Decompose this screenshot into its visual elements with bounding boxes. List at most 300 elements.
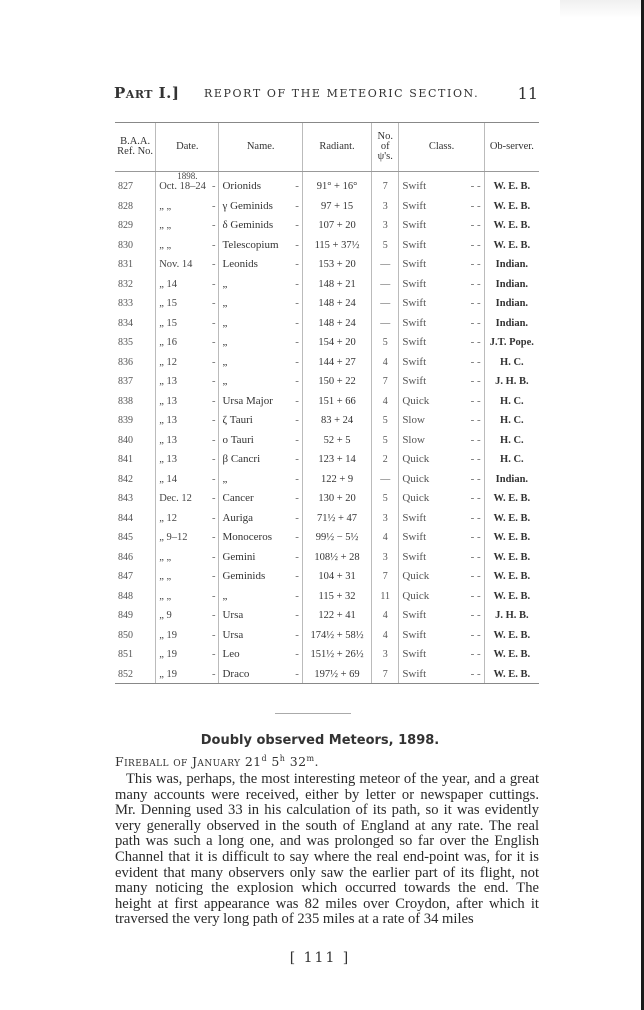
name-cell-text: „ bbox=[222, 355, 228, 368]
date-cell-text: „ 15 bbox=[159, 298, 177, 309]
leader-dash: - - bbox=[470, 277, 481, 290]
ref-cell bbox=[115, 348, 156, 368]
count-cell-text: 7 bbox=[382, 668, 388, 680]
radiant-cell bbox=[302, 543, 371, 563]
ref-cell bbox=[115, 192, 156, 212]
observer-cell bbox=[484, 172, 539, 193]
leader-dash: - bbox=[211, 200, 216, 212]
name-cell-text: Geminids bbox=[222, 570, 266, 582]
ref-cell-text: 842 bbox=[118, 473, 133, 485]
leader-dash: - bbox=[211, 668, 216, 680]
observer-cell-text: Indian. bbox=[495, 317, 529, 329]
leader-dash: - - bbox=[470, 199, 481, 212]
observer-cell bbox=[484, 602, 539, 622]
count-cell bbox=[372, 641, 399, 661]
leader-dash: - bbox=[295, 648, 299, 660]
leader-dash: - bbox=[211, 571, 216, 582]
leader-dash: - bbox=[295, 297, 299, 309]
class-cell-text: Slow bbox=[402, 414, 425, 426]
name-cell bbox=[219, 660, 302, 683]
observer-cell-text: J. H. B. bbox=[495, 610, 529, 621]
class-cell-text: Swift bbox=[402, 219, 427, 231]
count-cell-text: 3 bbox=[382, 220, 388, 231]
observer-cell-text: H. C. bbox=[500, 454, 524, 465]
name-cell bbox=[219, 563, 302, 583]
observer-cell-text: Indian. bbox=[495, 259, 529, 270]
name-cell-text: Orionids bbox=[222, 180, 261, 192]
ref-cell-text: 843 bbox=[118, 493, 133, 504]
table-row bbox=[115, 348, 539, 368]
observer-cell bbox=[484, 504, 539, 524]
class-cell-text: Swift bbox=[402, 258, 427, 270]
table-row bbox=[115, 407, 539, 427]
radiant-cell-text: 83 + 24 bbox=[320, 415, 354, 426]
class-cell bbox=[399, 270, 484, 290]
count-cell bbox=[372, 524, 399, 544]
radiant-cell bbox=[302, 329, 371, 349]
date-cell-text: „ 14 bbox=[159, 278, 177, 290]
count-cell-text: 4 bbox=[382, 629, 388, 641]
radiant-cell bbox=[302, 368, 371, 388]
name-cell-text: Leonids bbox=[222, 258, 258, 270]
part-label: Part I.] bbox=[114, 84, 180, 102]
date-cell-text: „ 13 bbox=[159, 454, 177, 465]
ref-cell-text: 836 bbox=[118, 356, 133, 368]
date-cell bbox=[156, 270, 219, 290]
radiant-cell-text: 104 + 31 bbox=[318, 571, 356, 582]
date-cell bbox=[156, 602, 219, 622]
name-cell-text: ζ Tauri bbox=[222, 414, 253, 426]
date-cell bbox=[156, 348, 219, 368]
leader-dash: - - bbox=[470, 609, 481, 621]
ref-cell bbox=[115, 504, 156, 524]
count-cell-text: 3 bbox=[382, 649, 388, 660]
observer-cell bbox=[484, 641, 539, 661]
ref-cell bbox=[115, 329, 156, 349]
name-cell-text: Draco bbox=[222, 667, 250, 680]
count-cell bbox=[372, 582, 399, 602]
leader-dash: - bbox=[211, 298, 216, 309]
page-scuff bbox=[560, 0, 644, 18]
table-row bbox=[115, 368, 539, 388]
name-cell bbox=[219, 231, 302, 251]
ref-cell bbox=[115, 563, 156, 583]
leader-dash: - bbox=[211, 512, 216, 524]
date-cell-text: „ 13 bbox=[159, 395, 177, 407]
observer-cell-text: W. E. B. bbox=[493, 629, 531, 641]
observer-cell bbox=[484, 660, 539, 683]
hour: 5 bbox=[267, 754, 280, 770]
leader-dash: - - bbox=[470, 531, 481, 543]
leader-dash: - bbox=[295, 492, 299, 504]
name-cell-text: δ Geminids bbox=[222, 219, 274, 231]
leader-dash: - - bbox=[470, 414, 481, 426]
header-ref: B.A.A. Ref. No. bbox=[115, 123, 156, 172]
class-cell-text: Swift bbox=[402, 238, 427, 251]
table-row bbox=[115, 543, 539, 563]
count-cell-text: 3 bbox=[382, 551, 388, 563]
leader-dash: - bbox=[295, 277, 299, 290]
fireball-suffix: . bbox=[314, 754, 319, 770]
running-head bbox=[114, 84, 540, 104]
date-cell bbox=[156, 172, 219, 193]
class-cell-text: Quick bbox=[402, 492, 430, 504]
count-cell-text: 4 bbox=[382, 610, 388, 621]
observer-cell bbox=[484, 270, 539, 290]
radiant-cell-text: 115 + 37½ bbox=[314, 239, 360, 251]
class-cell bbox=[399, 290, 484, 310]
ref-cell bbox=[115, 368, 156, 388]
date-cell bbox=[156, 407, 219, 427]
header-date: Date. bbox=[156, 123, 219, 172]
count-cell bbox=[372, 407, 399, 427]
ref-cell bbox=[115, 446, 156, 466]
table-row bbox=[115, 426, 539, 446]
name-cell bbox=[219, 212, 302, 232]
date-cell-text: „ 9–12 bbox=[159, 532, 188, 543]
radiant-cell bbox=[302, 563, 371, 583]
table-row bbox=[115, 524, 539, 544]
ref-cell-text: 851 bbox=[118, 649, 133, 660]
radiant-cell-text: 122 + 9 bbox=[320, 473, 354, 485]
count-cell bbox=[372, 446, 399, 466]
leader-dash: - - bbox=[470, 297, 481, 309]
radiant-cell bbox=[302, 290, 371, 310]
leader-dash: - - bbox=[470, 511, 481, 524]
name-cell-text: „ bbox=[222, 375, 228, 387]
radiant-cell-text: 151 + 66 bbox=[318, 395, 356, 407]
observer-cell-text: W. E. B. bbox=[493, 493, 531, 504]
class-cell-text: Swift bbox=[402, 609, 427, 621]
leader-dash: - bbox=[211, 415, 216, 426]
date-cell-text: „ „ bbox=[159, 200, 172, 212]
leader-dash: - bbox=[295, 511, 299, 524]
leader-dash: - bbox=[295, 628, 299, 641]
class-cell-text: Swift bbox=[402, 199, 427, 212]
table-row bbox=[115, 309, 539, 329]
ref-cell bbox=[115, 621, 156, 641]
date-cell bbox=[156, 582, 219, 602]
table-row bbox=[115, 641, 539, 661]
leader-dash: - bbox=[211, 473, 216, 485]
name-cell bbox=[219, 407, 302, 427]
name-cell-text: „ bbox=[222, 316, 228, 329]
ref-cell bbox=[115, 270, 156, 290]
radiant-cell-text: 154 + 20 bbox=[318, 337, 356, 348]
fireball-prefix: Fireball of January 21 bbox=[115, 754, 262, 770]
fireball-subheading bbox=[115, 754, 319, 769]
folio: [ 111 ] bbox=[289, 950, 351, 966]
date-cell-text: „ 13 bbox=[159, 434, 177, 446]
header-class: Class. bbox=[399, 123, 484, 172]
name-cell bbox=[219, 465, 302, 485]
count-cell-text: 5 bbox=[382, 239, 388, 251]
leader-dash: - bbox=[211, 181, 216, 192]
ref-cell bbox=[115, 524, 156, 544]
class-cell bbox=[399, 348, 484, 368]
count-cell-text: 3 bbox=[382, 200, 388, 212]
count-cell-text: — bbox=[380, 259, 391, 270]
class-cell bbox=[399, 465, 484, 485]
name-cell bbox=[219, 172, 302, 193]
count-cell-text: 11 bbox=[380, 590, 391, 602]
leader-dash: - bbox=[211, 317, 216, 329]
count-cell-text: — bbox=[380, 317, 391, 329]
name-cell bbox=[219, 426, 302, 446]
radiant-cell-text: 52 + 5 bbox=[323, 434, 351, 446]
table-row bbox=[115, 485, 539, 505]
table-row bbox=[115, 270, 539, 290]
date-cell bbox=[156, 290, 219, 310]
leader-dash: - - bbox=[470, 453, 481, 465]
class-cell bbox=[399, 251, 484, 271]
radiant-cell bbox=[302, 212, 371, 232]
header-count: No. of ψ's. bbox=[372, 123, 399, 172]
count-cell-text: — bbox=[380, 278, 391, 290]
radiant-cell-text: 148 + 24 bbox=[318, 317, 356, 329]
leader-dash: - - bbox=[470, 589, 481, 602]
leader-dash: - - bbox=[470, 238, 481, 251]
date-cell-text: „ 16 bbox=[159, 337, 177, 348]
name-cell bbox=[219, 368, 302, 388]
radiant-cell-text: 148 + 24 bbox=[318, 298, 356, 309]
radiant-cell-text: 115 + 32 bbox=[318, 590, 356, 602]
count-cell-text: 7 bbox=[382, 571, 388, 582]
class-cell bbox=[399, 524, 484, 544]
observer-cell bbox=[484, 348, 539, 368]
radiant-cell bbox=[302, 465, 371, 485]
observer-cell bbox=[484, 485, 539, 505]
count-cell bbox=[372, 270, 399, 290]
ref-cell-text: 848 bbox=[118, 590, 133, 602]
class-cell-text: Swift bbox=[402, 648, 427, 660]
radiant-cell bbox=[302, 192, 371, 212]
table-row bbox=[115, 329, 539, 349]
class-cell bbox=[399, 426, 484, 446]
radiant-cell-text: 174½ + 58½ bbox=[310, 629, 364, 641]
observer-cell bbox=[484, 621, 539, 641]
table-row bbox=[115, 290, 539, 310]
class-cell bbox=[399, 504, 484, 524]
leader-dash: - - bbox=[470, 258, 481, 270]
date-cell bbox=[156, 387, 219, 407]
class-cell bbox=[399, 446, 484, 466]
class-cell-text: Swift bbox=[402, 277, 427, 290]
leader-dash: - bbox=[211, 220, 216, 231]
count-cell bbox=[372, 309, 399, 329]
leader-dash: - bbox=[295, 258, 299, 270]
ref-cell bbox=[115, 582, 156, 602]
date-cell-text: „ „ bbox=[159, 551, 172, 563]
leader-dash: - bbox=[295, 219, 299, 231]
ref-cell-text: 833 bbox=[118, 298, 133, 309]
class-cell bbox=[399, 192, 484, 212]
class-cell-text: Swift bbox=[402, 316, 427, 329]
ref-cell-text: 830 bbox=[118, 239, 133, 251]
name-cell-text: Ursa bbox=[222, 628, 244, 641]
ref-cell-text: 838 bbox=[118, 395, 133, 407]
ref-cell bbox=[115, 465, 156, 485]
radiant-cell-text: 107 + 20 bbox=[318, 220, 356, 231]
class-cell bbox=[399, 485, 484, 505]
radiant-cell bbox=[302, 231, 371, 251]
count-cell bbox=[372, 348, 399, 368]
leader-dash: - - bbox=[470, 375, 481, 387]
class-cell bbox=[399, 582, 484, 602]
date-cell-text: „ 15 bbox=[159, 317, 177, 329]
name-cell bbox=[219, 192, 302, 212]
class-cell bbox=[399, 329, 484, 349]
leader-dash: - bbox=[295, 570, 299, 582]
observer-cell bbox=[484, 309, 539, 329]
date-cell-text: „ „ bbox=[159, 590, 172, 602]
minute: 32 bbox=[285, 754, 307, 770]
observer-cell bbox=[484, 231, 539, 251]
leader-dash: - - bbox=[470, 219, 481, 231]
ref-cell bbox=[115, 387, 156, 407]
name-cell-text: „ bbox=[222, 277, 228, 290]
radiant-cell bbox=[302, 504, 371, 524]
leader-dash: - bbox=[211, 551, 216, 563]
table-row bbox=[115, 212, 539, 232]
radiant-cell bbox=[302, 524, 371, 544]
radiant-cell-text: 97 + 15 bbox=[320, 200, 354, 212]
leader-dash: - bbox=[295, 609, 299, 621]
radiant-cell-text: 108½ + 28 bbox=[314, 551, 360, 563]
name-cell-text: Gemini bbox=[222, 550, 256, 563]
name-cell bbox=[219, 329, 302, 349]
radiant-cell bbox=[302, 172, 371, 193]
count-cell-text: 7 bbox=[382, 181, 388, 192]
name-cell-text: Leo bbox=[222, 648, 240, 660]
class-cell-text: Swift bbox=[402, 297, 427, 309]
table-row bbox=[115, 582, 539, 602]
date-cell bbox=[156, 563, 219, 583]
date-cell bbox=[156, 212, 219, 232]
leader-dash: - bbox=[295, 589, 299, 602]
date-cell bbox=[156, 426, 219, 446]
radiant-cell-text: 144 + 27 bbox=[318, 356, 356, 368]
leader-dash: - - bbox=[470, 570, 481, 582]
year-label: 1898. bbox=[177, 171, 198, 181]
ref-cell-text: 828 bbox=[118, 200, 133, 212]
class-cell bbox=[399, 407, 484, 427]
radiant-cell bbox=[302, 348, 371, 368]
date-cell-text: Dec. 12 bbox=[159, 493, 192, 504]
leader-dash: - bbox=[211, 278, 216, 290]
leader-dash: - bbox=[295, 316, 299, 329]
name-cell bbox=[219, 582, 302, 602]
radiant-cell-text: 148 + 21 bbox=[318, 278, 356, 290]
observer-cell bbox=[484, 426, 539, 446]
date-cell bbox=[156, 231, 219, 251]
observer-cell bbox=[484, 524, 539, 544]
ref-cell bbox=[115, 602, 156, 622]
leader-dash: - bbox=[211, 532, 216, 543]
table-row bbox=[115, 465, 539, 485]
radiant-cell-text: 91° + 16° bbox=[316, 181, 358, 192]
name-cell-text: γ Geminids bbox=[222, 199, 273, 212]
count-cell bbox=[372, 621, 399, 641]
leader-dash: - bbox=[211, 376, 216, 387]
radiant-cell bbox=[302, 426, 371, 446]
observer-cell bbox=[484, 368, 539, 388]
count-cell-text: 3 bbox=[382, 512, 388, 524]
name-cell bbox=[219, 446, 302, 466]
observer-cell-text: J. H. B. bbox=[495, 376, 529, 387]
observer-cell bbox=[484, 212, 539, 232]
date-cell bbox=[156, 485, 219, 505]
class-cell bbox=[399, 231, 484, 251]
observer-cell-text: H. C. bbox=[500, 434, 524, 446]
count-cell-text: 7 bbox=[382, 376, 388, 387]
name-cell bbox=[219, 602, 302, 622]
radiant-cell bbox=[302, 582, 371, 602]
observer-cell-text: J.T. Pope. bbox=[489, 337, 534, 348]
observer-cell bbox=[484, 192, 539, 212]
meteor-radiants-table bbox=[115, 122, 539, 684]
class-cell bbox=[399, 172, 484, 193]
ref-cell-text: 852 bbox=[118, 668, 133, 680]
count-cell bbox=[372, 387, 399, 407]
count-cell bbox=[372, 504, 399, 524]
date-cell-text: „ „ bbox=[159, 571, 172, 582]
count-cell-text: 5 bbox=[382, 415, 388, 426]
class-cell-text: Swift bbox=[402, 550, 427, 563]
date-cell-text: Oct. 18–24 bbox=[159, 181, 206, 192]
table-row bbox=[115, 231, 539, 251]
min-sup: m bbox=[306, 754, 315, 763]
class-cell-text: Slow bbox=[402, 433, 425, 446]
observer-cell-text: W. E. B. bbox=[493, 239, 531, 251]
leader-dash: - - bbox=[470, 394, 481, 407]
date-cell-text: „ 12 bbox=[159, 356, 177, 368]
ref-cell-text: 837 bbox=[118, 376, 133, 387]
class-cell-text: Swift bbox=[402, 511, 427, 524]
ref-cell-text: 827 bbox=[118, 181, 133, 192]
observer-cell bbox=[484, 329, 539, 349]
leader-dash: - - bbox=[470, 180, 481, 192]
radiant-cell bbox=[302, 446, 371, 466]
class-cell bbox=[399, 602, 484, 622]
count-cell-text: 4 bbox=[382, 356, 388, 368]
date-cell bbox=[156, 524, 219, 544]
radiant-cell bbox=[302, 660, 371, 683]
class-cell bbox=[399, 621, 484, 641]
class-cell-text: Swift bbox=[402, 628, 427, 641]
leader-dash: - bbox=[211, 649, 216, 660]
ref-cell-text: 844 bbox=[118, 512, 133, 524]
observer-cell bbox=[484, 387, 539, 407]
radiant-cell-text: 122 + 41 bbox=[318, 610, 356, 621]
date-cell bbox=[156, 621, 219, 641]
name-cell-text: Ursa Major bbox=[222, 394, 273, 407]
leader-dash: - - bbox=[470, 316, 481, 329]
radiant-cell bbox=[302, 407, 371, 427]
name-cell-text: Cancer bbox=[222, 492, 254, 504]
observer-cell bbox=[484, 543, 539, 563]
observer-cell-text: W. E. B. bbox=[493, 571, 531, 582]
leader-dash: - bbox=[211, 610, 216, 621]
page-number: 11 bbox=[517, 84, 538, 103]
count-cell bbox=[372, 231, 399, 251]
table-row bbox=[115, 387, 539, 407]
count-cell-text: — bbox=[380, 298, 391, 309]
leader-dash: - bbox=[211, 590, 216, 602]
observer-cell-text: Indian. bbox=[495, 278, 529, 290]
leader-dash: - bbox=[211, 337, 216, 348]
leader-dash: - bbox=[295, 375, 299, 387]
